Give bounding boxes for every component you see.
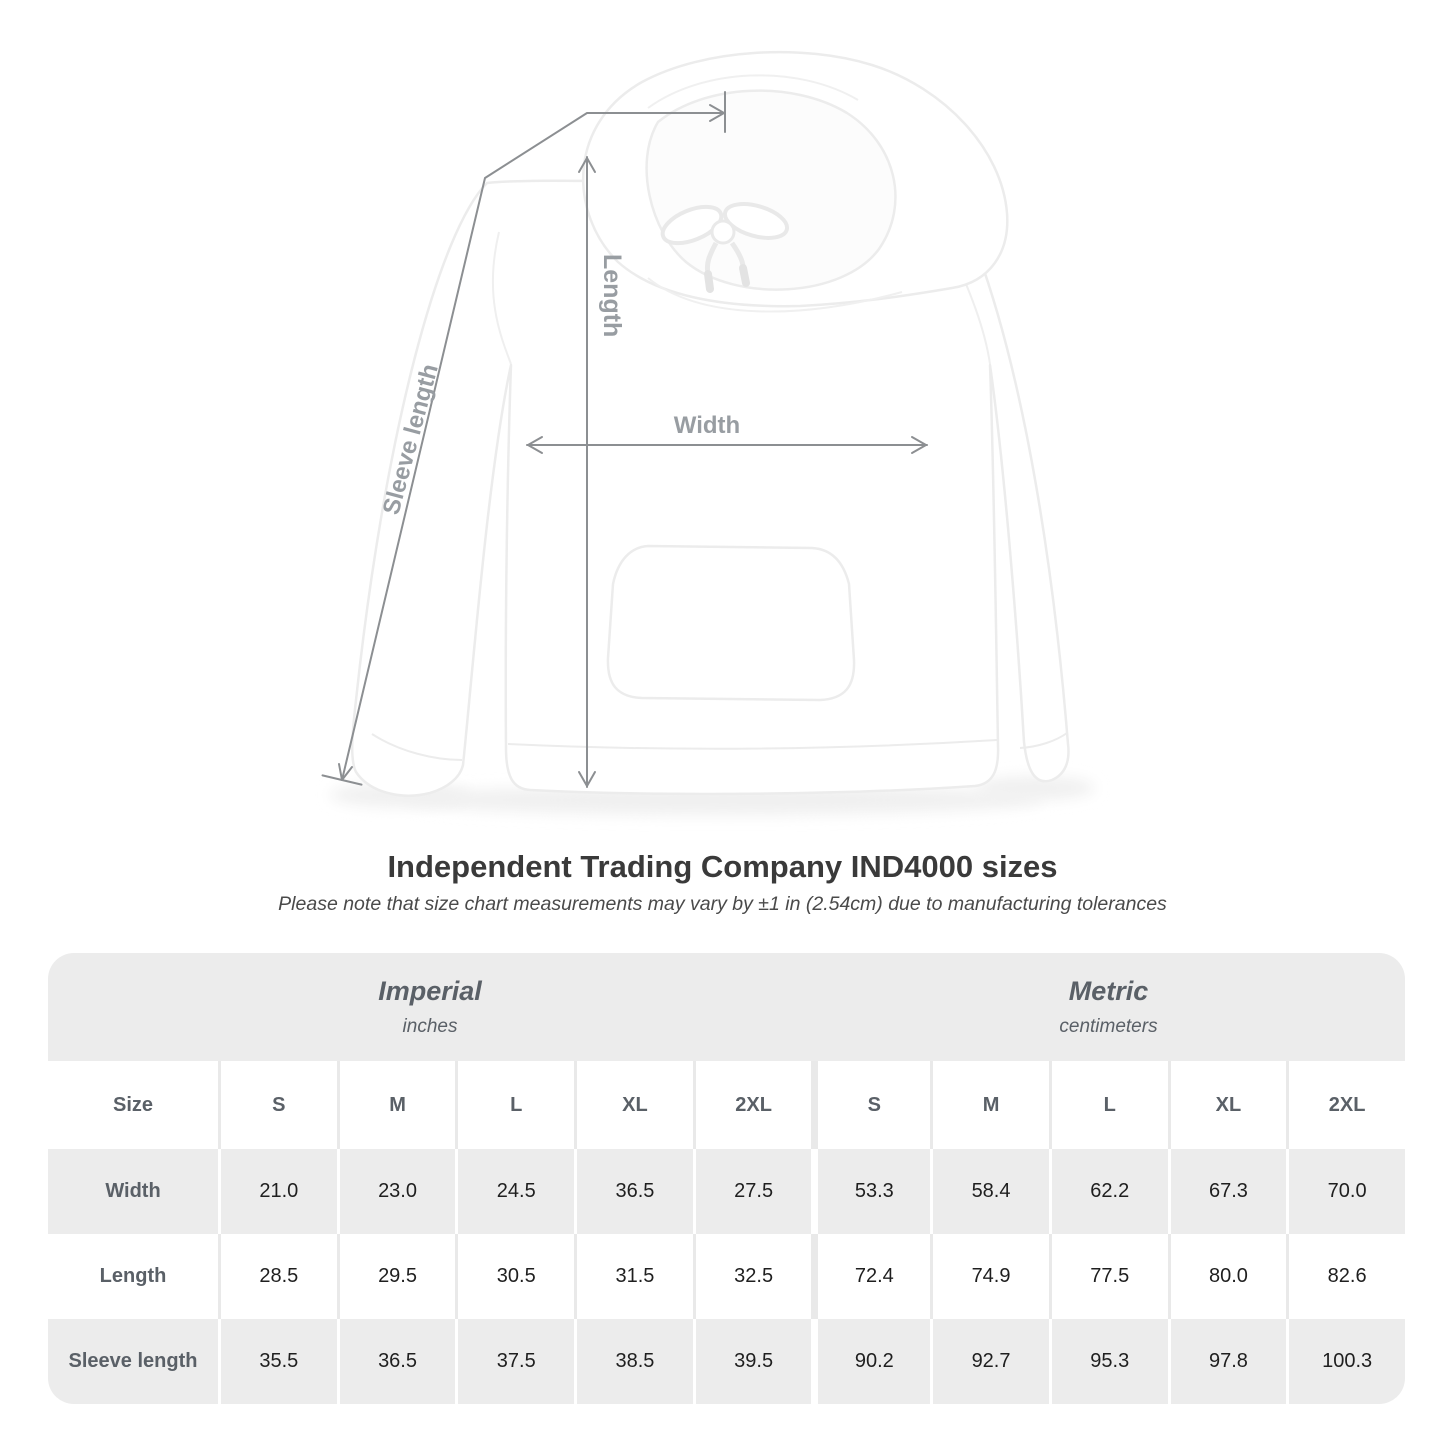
table-cell-text: 62.2 [1090,1180,1130,1202]
table-cell-text: 32.5 [734,1265,774,1287]
table-cell [930,1234,1049,1319]
table-cell [930,1149,1049,1234]
row-label [48,1319,218,1404]
right-cuff-shadow [975,776,1095,800]
size-header [48,1061,218,1149]
table-cell [337,1234,456,1319]
size-grid [48,1061,1405,1404]
heading-block [0,848,1445,916]
column-header-imperial-s-text: S [272,1093,286,1116]
table-cell-text: 21.0 [259,1180,299,1202]
table-cell [574,1149,693,1234]
table-cell-text: 53.3 [854,1180,894,1202]
table-cell-text: 67.3 [1208,1180,1248,1202]
column-header-imperial-2xl-text: 2XL [735,1093,772,1116]
table-cell-text: 23.0 [378,1180,417,1202]
tolerance-note: Please note that size chart measurements may vary by ±1 in (2.54cm) due to manufacturing tolerances [278,893,1167,915]
table-cell-text: 35.5 [259,1350,299,1372]
table-cell-text: 36.5 [615,1180,655,1202]
table-cell [1286,1319,1405,1404]
table-cell [930,1319,1049,1404]
column-header-imperial-l [455,1061,574,1149]
page-title: Independent Trading Company IND4000 sizes [387,849,1058,884]
table-cell-text: 70.0 [1327,1180,1367,1202]
column-header-metric-2xl [1286,1061,1405,1149]
table-cell-text: 100.3 [1322,1350,1373,1372]
table-cell [455,1319,574,1404]
table-cell [337,1319,456,1404]
column-header-imperial-s [218,1061,337,1149]
table-cell [218,1234,337,1319]
column-header-imperial-m-text: M [389,1093,406,1116]
column-header-imperial-l-text: L [510,1093,523,1116]
table-cell-text: 92.7 [971,1350,1011,1372]
table-cell [1168,1149,1287,1234]
table-cell [811,1234,930,1319]
table-cell [455,1149,574,1234]
table-cell [811,1319,930,1404]
table-cell-text: 30.5 [496,1265,536,1287]
metric-group-header [812,953,1405,1061]
size-header-text: Size [112,1093,154,1116]
column-header-metric-xl [1168,1061,1287,1149]
column-header-metric-m [930,1061,1049,1149]
table-cell [1168,1234,1287,1319]
unit-group-header [48,953,1405,1061]
table-cell [1049,1319,1168,1404]
table-cell [1049,1149,1168,1234]
table-cell [455,1234,574,1319]
column-header-imperial-2xl [693,1061,812,1149]
table-cell-text: 74.9 [971,1265,1011,1287]
table-cell-text: 39.5 [734,1350,774,1372]
table-cell-text: 95.3 [1090,1350,1130,1372]
row-label [48,1234,218,1319]
table-cell-text: 72.4 [854,1265,894,1287]
table-cell-text: 82.6 [1327,1265,1367,1287]
drawcord-left-aglet [708,274,710,289]
table-cell-text: 90.2 [854,1350,894,1372]
hood-opening [647,91,896,290]
table-cell-text: 24.5 [496,1180,536,1202]
table-cell-text: 36.5 [378,1350,417,1372]
column-header-metric-2xl-text: 2XL [1328,1093,1366,1116]
row-label-text: Length [99,1265,167,1287]
column-header-metric-xl-text: XL [1215,1093,1242,1116]
size-chart-table [48,953,1405,1404]
width-label: Width [673,412,741,439]
table-cell [693,1149,812,1234]
imperial-group-header [48,953,812,1061]
kangaroo-pocket [608,546,854,700]
table-cell [693,1319,812,1404]
column-header-metric-l-text: L [1103,1093,1116,1116]
row-label-text: Width [105,1180,161,1202]
column-header-metric-s-text: S [867,1093,881,1116]
length-label: Length [598,254,626,338]
table-cell [811,1149,930,1234]
table-cell-text: 37.5 [496,1350,536,1372]
column-header-imperial-xl [574,1061,693,1149]
sleeve-length-label: Sleeve length [377,361,444,518]
table-cell [1168,1319,1287,1404]
table-cell [1286,1234,1405,1319]
column-header-imperial-m [337,1061,456,1149]
table-cell [693,1234,812,1319]
table-cell [218,1149,337,1234]
table-cell [218,1319,337,1404]
imperial-unit: inches [402,1016,458,1037]
table-cell-text: 80.0 [1208,1265,1248,1287]
imperial-label: Imperial [378,976,482,1006]
metric-unit: centimeters [1059,1016,1158,1037]
table-cell-text: 31.5 [615,1265,655,1287]
table-cell-text: 77.5 [1090,1265,1130,1287]
table-cell-text: 27.5 [734,1180,774,1202]
column-header-metric-l [1049,1061,1168,1149]
table-cell [574,1319,693,1404]
table-cell [1286,1149,1405,1234]
row-label-text: Sleeve length [68,1350,198,1372]
table-cell-text: 58.4 [971,1180,1011,1202]
table-cell-text: 97.8 [1208,1350,1248,1372]
column-header-metric-m-text: M [982,1093,1000,1116]
row-label [48,1149,218,1234]
bow-knot [712,221,734,243]
table-cell-text: 38.5 [615,1350,655,1372]
table-cell [1049,1234,1168,1319]
column-header-imperial-xl-text: XL [622,1093,648,1116]
table-cell [574,1234,693,1319]
table-cell [337,1149,456,1234]
table-cell-text: 28.5 [259,1265,299,1287]
metric-label: Metric [1068,976,1149,1006]
table-cell-text: 29.5 [378,1265,417,1287]
column-header-metric-s [811,1061,930,1149]
drawcord-right-aglet [743,268,746,283]
